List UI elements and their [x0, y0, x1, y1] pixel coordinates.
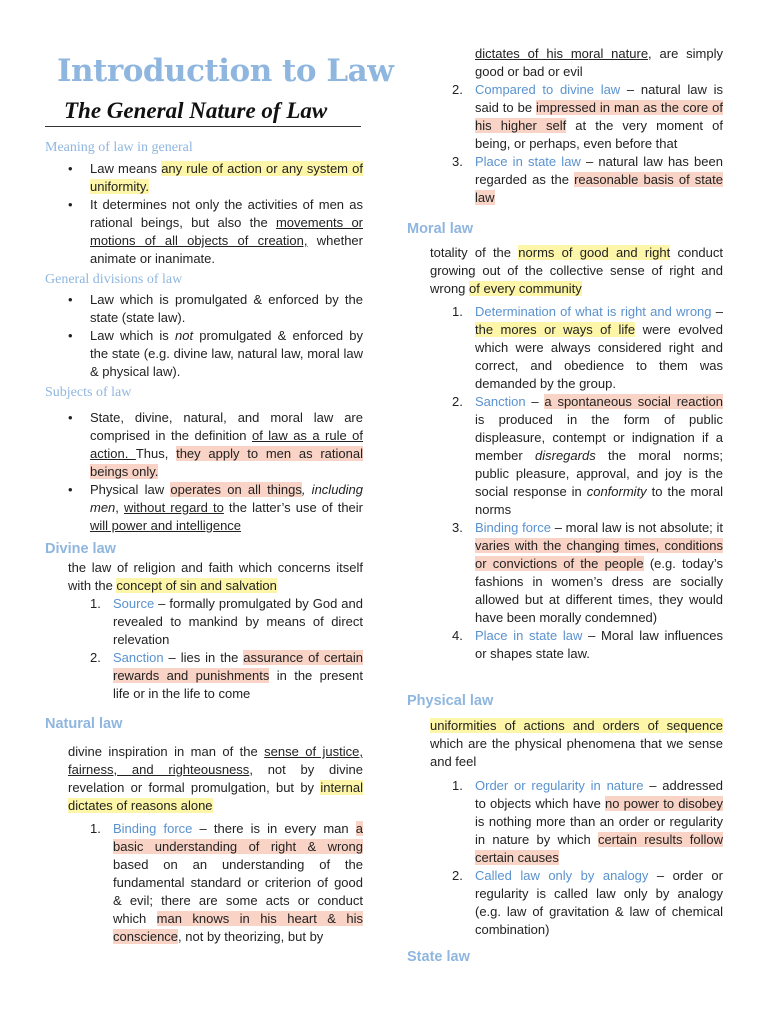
meaning-heading: Meaning of law in general [45, 140, 193, 155]
list-item: 2. Sanction – a spontaneous social reaction is produced in the form of public displeasure, contempt or indignation if a member disregards the moral norms; public pleasure, approval, and joy is the social response in conformity to the moral norms [452, 394, 723, 517]
divisions-heading: General divisions of law [45, 272, 183, 287]
moral-law-list [452, 303, 724, 663]
list-item: 3. Binding force – moral law is not absolute; it varies with the changing times, conditions or convictions of the people (e.g. today’s fashions in women’s dress are socially allowed but at different times, they would have been morally condemned) [452, 520, 723, 625]
list-item: • Law which is not promulgated & enforced by the state (e.g. divine law, natural law, moral law & physical law). [45, 327, 363, 381]
natural-law-list [90, 820, 363, 946]
state-law-heading: State law [407, 949, 470, 965]
list-item: 1. Order or regularity in nature – addressed to objects which have no power to disobey is nothing more than an order or regularity in nature by which certain results follow certain causes [452, 778, 723, 865]
moral-law-definition: totality of the norms of good and right conduct growing out of the collective sense of right and wrong of every community [430, 245, 723, 296]
divine-law-definition: the law of religion and faith which concerns itself with the concept of sin and salvation [68, 560, 363, 593]
subjects-heading: Subjects of law [45, 385, 132, 400]
list-item: dictates of his moral nature, are simply good or bad or evil [475, 46, 723, 79]
natural-law-definition: divine inspiration in man of the sense of justice, fairness, and righteousness, not by divine revelation or formal promulgation, but by internal dictates of reasons alone [68, 744, 364, 813]
physical-law-list [452, 777, 723, 939]
list-item: • Law means any rule of action or any system of uniformity. [45, 160, 363, 196]
divine-law-heading: Divine law [45, 541, 116, 557]
list-item: • Law which is promulgated & enforced by the state (state law). [45, 291, 363, 327]
meaning-list [45, 160, 363, 268]
list-item: 2. Compared to divine law – natural law is said to be impressed in man as the core of his higher self at the very moment of being, or perhaps, even before that [452, 82, 723, 151]
title-divider [45, 126, 361, 127]
divisions-list [45, 291, 363, 381]
subjects-list [45, 409, 363, 535]
list-item: 2. Sanction – lies in the assurance of certain rewards and punishments in the present life or in the life to come [90, 650, 363, 701]
list-item: • State, divine, natural, and moral law are comprised in the definition of law as a rule of action. Thus, they apply to men as rational beings only. [45, 409, 363, 481]
physical-law-definition: uniformities of actions and orders of sequence which are the physical phenomena that we sense and feel [430, 718, 723, 769]
moral-law-heading: Moral law [407, 221, 474, 237]
natural-law-heading: Natural law [45, 716, 123, 732]
divine-law-list [90, 595, 363, 703]
page-title: Introduction to Law [57, 53, 394, 89]
list-item: 1. Source – formally promulgated by God and revealed to mankind by means of direct relevation [90, 596, 363, 647]
page-subtitle: The General Nature of Law [64, 98, 328, 123]
natural-law-list-continued [452, 45, 723, 207]
list-item: 1. Determination of what is right and wrong – the mores or ways of life were evolved which were always considered right and correct, and obedience to them was demanded by the group. [452, 304, 724, 391]
physical-law-heading: Physical law [407, 693, 494, 709]
list-item: 3. Place in state law – natural law has been regarded as the reasonable basis of state law [452, 154, 723, 205]
list-item: 1. Binding force – there is in every man a basic understanding of right & wrong based on an understanding of the fundamental standard or criterion of good & evil; there are some acts or conduct which man knows in his heart & his conscience, not by theorizing, but by [90, 821, 363, 944]
list-item: 4. Place in state law – Moral law influences or shapes state law. [452, 628, 723, 661]
list-item: • Physical law operates on all things, including men, without regard to the latter’s use of their will power and intelligence [45, 481, 363, 535]
list-item: 2. Called law only by analogy – order or regularity is called law only by analogy (e.g. law of gravitation & law of chemical combination) [452, 868, 723, 937]
list-item: • It determines not only the activities of men as rational beings, but also the movements or motions of all objects of creation, whether animate or inanimate. [45, 196, 363, 268]
